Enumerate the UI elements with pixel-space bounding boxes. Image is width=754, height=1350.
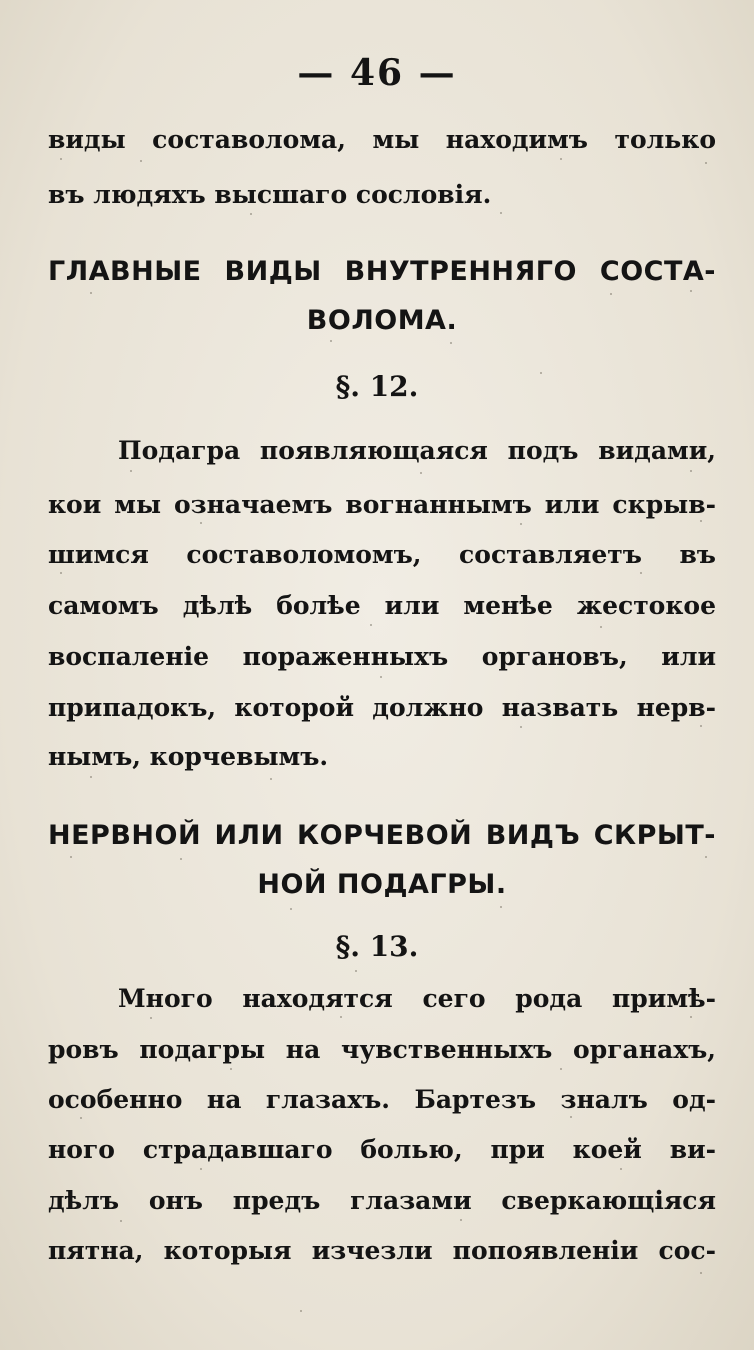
section-number: §. 13.	[335, 930, 419, 963]
print-speck	[700, 520, 702, 522]
paragraph-line: дѣлъ онъ предъ глазами сверкающіяся	[48, 1186, 716, 1215]
print-speck	[90, 292, 92, 294]
print-speck	[140, 160, 142, 162]
print-speck	[250, 213, 252, 215]
print-speck	[520, 726, 522, 728]
print-speck	[60, 572, 62, 574]
paragraph-line: нымъ, корчевымъ.	[48, 742, 329, 771]
print-speck	[570, 1116, 572, 1118]
print-speck	[700, 725, 702, 727]
section-heading-line: ГЛАВНЫЕ ВИДЫ ВНУТРЕННЯГО СОСТА-	[48, 256, 716, 287]
print-speck	[60, 158, 62, 160]
text-line: въ людяхъ высшаго сословія.	[48, 180, 492, 209]
print-speck	[705, 162, 707, 164]
paragraph-line: особенно на глазахъ. Бартезъ зналъ од-	[48, 1085, 716, 1114]
paragraph-line: ровъ подагры на чувственныхъ органахъ,	[48, 1035, 716, 1064]
section-number: §. 12.	[335, 370, 419, 403]
print-speck	[620, 1168, 622, 1170]
page-number: — 46 —	[297, 52, 457, 94]
print-speck	[540, 372, 542, 374]
print-speck	[600, 626, 602, 628]
section-heading-line: ВОЛОМА.	[306, 305, 458, 336]
print-speck	[370, 624, 372, 626]
paragraph-line: шимся составоломомъ, составляетъ въ	[48, 540, 716, 569]
print-speck	[200, 522, 202, 524]
print-speck	[500, 212, 502, 214]
print-speck	[560, 158, 562, 160]
paragraph-line: самомъ дѣлѣ болѣе или менѣе жестокое	[48, 591, 716, 620]
print-speck	[180, 858, 182, 860]
print-speck	[300, 1310, 302, 1312]
print-speck	[130, 470, 132, 472]
print-speck	[520, 523, 522, 525]
paragraph-line: кои мы означаемъ вогнаннымъ или скрыв-	[48, 490, 716, 519]
paragraph-line: Подагра появляющаяся подъ видами,	[118, 436, 716, 465]
print-speck	[290, 908, 292, 910]
print-speck	[690, 290, 692, 292]
print-speck	[460, 1219, 462, 1221]
paragraph-line: пятна, которыя изчезли попоявленіи сос-	[48, 1236, 716, 1265]
print-speck	[420, 472, 422, 474]
print-speck	[355, 970, 357, 972]
paragraph-line: Много находятся сего рода примѣ-	[118, 984, 716, 1013]
print-speck	[70, 856, 72, 858]
print-speck	[690, 1016, 692, 1018]
print-speck	[380, 676, 382, 678]
print-speck	[150, 1017, 152, 1019]
print-speck	[705, 856, 707, 858]
print-speck	[330, 340, 332, 342]
paragraph-line: ного страдавшаго болью, при коей ви-	[48, 1135, 716, 1164]
section-heading-line: НЕРВНОЙ ИЛИ КОРЧЕВОЙ ВИДЪ СКРЫТ-	[48, 820, 716, 851]
print-speck	[90, 776, 92, 778]
print-speck	[640, 572, 642, 574]
print-speck	[270, 778, 272, 780]
print-speck	[560, 1068, 562, 1070]
text-line: виды составолома, мы находимъ только	[48, 125, 716, 154]
print-speck	[450, 342, 452, 344]
print-speck	[700, 1272, 702, 1274]
print-speck	[610, 293, 612, 295]
section-heading-line: НОЙ ПОДАГРЫ.	[257, 869, 507, 900]
paragraph-line: воспаленіе пораженныхъ органовъ, или	[48, 642, 716, 671]
print-speck	[120, 1220, 122, 1222]
print-speck	[340, 1016, 342, 1018]
print-speck	[200, 1168, 202, 1170]
print-speck	[500, 906, 502, 908]
print-speck	[690, 470, 692, 472]
print-speck	[80, 1117, 82, 1119]
paragraph-line: припадокъ, которой должно назвать нерв-	[48, 693, 716, 722]
print-speck	[230, 1068, 232, 1070]
